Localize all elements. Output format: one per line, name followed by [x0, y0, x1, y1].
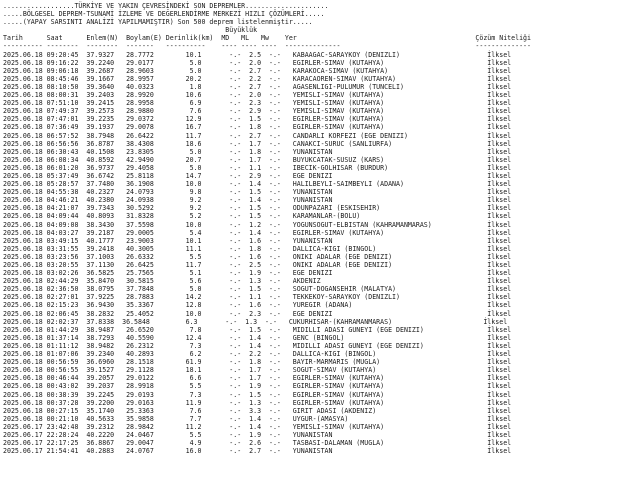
- earthquake-row: 2025.06.18 01:37:14 38.7293 40.5590 12.4 -.- 1.4 -.- GENC (BINGOL) İlksel: [3, 333, 512, 342]
- earthquake-row: 2025.06.17 23:42:48 39.2312 28.9842 11.2 -.- 1.4 -.- YEMISLI-SIMAV (KUTAHYA) İlksel: [3, 422, 512, 431]
- earthquake-row: 2025.06.18 07:47:01 39.2235 29.0372 12.9 -.- 1.5 -.- EGIRLER-SIMAV (KUTAHYA) İlksel: [3, 115, 512, 124]
- earthquake-row: 2025.06.18 00:38:39 39.2245 29.0193 7.3 -.- 1.5 -.- EGIRLER-SIMAV (KUTAHYA) İlksel: [3, 390, 512, 399]
- earthquake-row: 2025.06.18 03:49:15 40.1777 23.9003 10.1 -.- 1.6 -.- YUNANISTAN İlksel: [3, 236, 512, 245]
- earthquake-row: 2025.06.18 04:21:07 39.7343 30.5292 9.2 -.- 1.5 -.- ODUNPAZARI (ESKISEHIR) İlksel: [3, 204, 512, 213]
- earthquake-row: 2025.06.18 06:57:52 38.7948 26.6422 11.7 -.- 2.7 -.- CANDARLI KORFEZI (EGE DENIZI) İlksel: [3, 131, 512, 140]
- header-line: ..................TÜRKİYE VE YAKIN ÇEVRESİNDEKİ SON DEPREMLER.....................: [3, 2, 329, 10]
- earthquake-row: 2025.06.18 05:28:57 37.7480 36.1908 10.0 -.- 1.4 -.- HALILBEYLI-SAIMBEYLI (ADANA) İlksel: [3, 180, 512, 189]
- earthquake-row: 2025.06.18 00:21:10 40.5633 35.9858 7.7 -.- 1.4 -.- UYGUR-(AMASYA) İlksel: [3, 414, 512, 423]
- header-line: Büyüklük: [3, 26, 258, 35]
- earthquake-row: 2025.06.18 04:09:44 40.8093 31.8328 5.2 -.- 1.5 -.- KARAMANLAR-(BOLU) İlksel: [3, 212, 512, 221]
- earthquake-row: 2025.06.18 00:37:28 39.2200 29.0163 11.9 -.- 1.3 -.- EGIRLER-SIMAV (KUTAHYA) İlksel: [3, 398, 512, 407]
- earthquake-row: 2025.06.18 09:20:45 37.9327 28.7772 10.1 -.- 2.5 -.- KABAAGAC-SARAYKOY (DENIZLI) İlksel: [3, 50, 512, 59]
- earthquake-row: 2025.06.18 06:08:34 40.8592 42.9490 20.7 -.- 1.7 -.- BUYUKCATAK-SUSUZ (KARS) İlksel: [3, 155, 512, 164]
- earthquake-row: 2025.06.18 04:46:21 40.2380 24.0938 9.2 -.- 1.4 -.- YUNANISTAN İlksel: [3, 196, 512, 205]
- earthquake-row: 2025.06.18 00:46:44 39.2057 29.0122 6.6 -.- 1.7 -.- EGIRLER-SIMAV (KUTAHYA) İlksel: [3, 374, 512, 383]
- earthquake-row: 2025.06.18 00:43:02 39.2037 28.9918 5.5 -.- 1.9 -.- EGIRLER-SIMAV (KUTAHYA) İlksel: [3, 382, 512, 391]
- earthquake-row: 2025.06.18 06:30:43 40.1508 23.8305 5.0 -.- 1.8 -.- YUNANISTAN İlksel: [3, 147, 512, 156]
- earthquake-row: 2025.06.18 00:56:55 39.1527 29.1128 18.1 -.- 1.7 -.- SOGUT-SIMAV (KUTAHYA) İlksel: [3, 366, 512, 375]
- earthquake-row: 2025.06.18 08:10:50 39.3640 40.0323 1.8 -.- 2.7 -.- AGASENLIGI-PULUMUR (TUNCELI) İlksel: [3, 82, 512, 91]
- earthquake-row: 2025.06.18 04:55:38 40.2327 24.0793 9.8 -.- 1.5 -.- YUNANISTAN İlksel: [3, 188, 512, 197]
- earthquake-row: 2025.06.18 03:31:55 39.2418 40.3005 11.1 -.- 1.8 -.- DALLICA-KIGI (BINGOL) İlksel: [3, 244, 512, 253]
- earthquake-row: 2025.06.18 04:09:08 38.3430 37.5598 10.0 -.- 1.2 -.- YOGUNSOGUT-ELBISTAN (KAHRAMANMARAS) İlksel: [3, 220, 512, 229]
- earthquake-row: 2025.06.18 02:36:50 38.0795 37.7848 5.0 -.- 1.5 -.- SOGUT-DOGANSEHIR (MALATYA) İlksel: [3, 285, 512, 294]
- earthquake-row: 2025.06.18 01:07:06 39.2340 40.2893 6.2 -.- 2.2 -.- DALLICA-KIGI (BINGOL) İlksel: [3, 350, 512, 359]
- earthquake-row: 2025.06.18 00:27:15 35.1740 25.3363 7.6 -.- 3.3 -.- GIRIT ADASI (AKDENIZ) İlksel: [3, 406, 512, 415]
- earthquake-row: 2025.06.18 03:02:26 36.5825 25.7565 5.1 -.- 1.9 -.- EGE DENIZI İlksel: [3, 269, 512, 278]
- earthquake-row: 2025.06.18 00:56:59 36.6960 28.1518 61.9 -.- 1.8 -.- BAYIR-MARMARIS (MUGLA) İlksel: [3, 358, 512, 367]
- earthquake-row: 2025.06.18 06:01:20 36.9737 29.4058 5.0 -.- 1.1 -.- IBECIK-GOLHISAR (BURDUR) İlksel: [3, 163, 512, 172]
- earthquake-table: [3, 51, 640, 456]
- column-separator: ---------- -------- -------- ------- ---------- ---- ---- ---- -------------- --------------: [3, 42, 531, 51]
- earthquake-row: 2025.06.18 02:06:45 38.2832 25.4052 10.0 -.- 2.3 -.- EGE DENIZI İlksel: [3, 309, 512, 318]
- earthquake-row: 2025.06.18 08:00:31 39.2403 28.9920 10.6 -.- 2.0 -.- YEMISLI-SIMAV (KUTAHYA) İlksel: [3, 91, 512, 100]
- column-header: Tarih Saat Enlem(N) Boylam(E) Derinlik(km) MD ML Mw Yer Çözüm Niteliği: [3, 34, 531, 43]
- earthquake-row: 2025.06.18 07:36:49 39.1937 29.0078 16.7 -.- 1.8 -.- EGIRLER-SIMAV (KUTAHYA) İlksel: [3, 123, 512, 132]
- earthquake-row: 2025.06.18 02:15:23 36.9430 35.3367 12.8 -.- 1.6 -.- YUREGIR (ADANA) İlksel: [3, 301, 512, 310]
- earthquake-row: 2025.06.18 02:02:37 37.8338 36.5848 6.3 -.- 1.3 -.- CUKURHISAR-(KAHRAMANMARAS) İlksel: [3, 317, 508, 326]
- earthquake-row: 2025.06.17 21:54:41 40.2883 24.0767 16.0 -.- 2.7 -.- YUNANISTAN İlksel: [3, 447, 512, 456]
- earthquake-row: 2025.06.18 01:11:12 38.9482 26.2312 7.3 -.- 1.4 -.- MIDILLI ADASI GUNEYI (EGE DENIZI) İlksel: [3, 341, 512, 350]
- earthquake-row: 2025.06.18 04:03:27 39.2187 29.0005 5.4 -.- 1.4 -.- EGIRLER-SIMAV (KUTAHYA) İlksel: [3, 228, 512, 237]
- header-line: .....BÖLGESEL DEPREM-TSUNAMİ İZLEME VE DEĞERLENDİRME MERKEZİ HIZLI ÇÖZÜMLERİ.....: [3, 10, 325, 19]
- earthquake-row: 2025.06.18 02:44:29 35.8470 30.5815 5.6 -.- 1.3 -.- AKDENIZ İlksel: [3, 277, 512, 286]
- earthquake-row: 2025.06.18 02:27:01 37.9225 28.7883 14.2 -.- 1.1 -.- TEKKEKOY-SARAYKOY (DENIZLI) İlksel: [3, 293, 512, 302]
- earthquake-row: 2025.06.18 05:37:49 36.6742 25.8118 14.7 -.- 2.9 -.- EGE DENIZI İlksel: [3, 171, 512, 180]
- earthquake-row: 2025.06.18 07:49:37 39.2573 28.9880 7.6 -.- 2.9 -.- YEMISLI-SIMAV (KUTAHYA) İlksel: [3, 107, 512, 116]
- earthquake-row: 2025.06.18 08:45:46 39.1667 28.9957 20.2 -.- 2.2 -.- KARACAOREN-SIMAV (KUTAHYA) İlksel: [3, 74, 512, 83]
- earthquake-row: 2025.06.18 01:44:29 38.9487 26.6520 7.8 -.- 1.5 -.- MIDILLI ADASI GUNEYI (EGE DENIZI) İlksel: [3, 325, 512, 334]
- earthquake-row: 2025.06.18 09:16:22 39.2240 29.0177 5.0 -.- 2.0 -.- EGIRLER-SIMAV (KUTAHYA) İlksel: [3, 58, 512, 67]
- header-line: .....(YAPAY SARSINTI ANALİZİ YAPILMAMIŞTIR) Son 500 deprem listelenmiştir.....: [3, 18, 313, 27]
- earthquake-row: 2025.06.17 22:17:25 36.8867 29.0047 4.9 -.- 2.6 -.- TASBASI-DALAMAN (MUGLA) İlksel: [3, 439, 512, 448]
- earthquake-row: 2025.06.18 09:06:18 39.2687 28.9603 5.0 -.- 2.7 -.- KARAKOCA-SIMAV (KUTAHYA) İlksel: [3, 66, 512, 75]
- earthquake-row: 2025.06.18 03:20:55 37.1130 26.6425 11.7 -.- 2.5 -.- ONIKI ADALAR (EGE DENIZI) İlksel: [3, 261, 512, 269]
- earthquake-row: 2025.06.18 07:51:10 39.2415 28.9958 6.9 -.- 2.3 -.- YEMISLI-SIMAV (KUTAHYA) İlksel: [3, 99, 512, 108]
- earthquake-row: 2025.06.17 22:28:24 40.2220 24.0467 5.5 -.- 1.9 -.- YUNANISTAN İlksel: [3, 430, 512, 439]
- earthquake-row: 2025.06.18 03:23:56 37.1003 26.6332 5.5 -.- 1.6 -.- ONIKI ADALAR (EGE DENIZI) İlksel: [3, 252, 512, 261]
- document-header: [3, 2, 640, 34]
- earthquake-row: 2025.06.18 06:56:56 36.8787 38.4308 18.6 -.- 1.7 -.- CANAKCI-SURUC (SANLIURFA) İlksel: [3, 139, 512, 148]
